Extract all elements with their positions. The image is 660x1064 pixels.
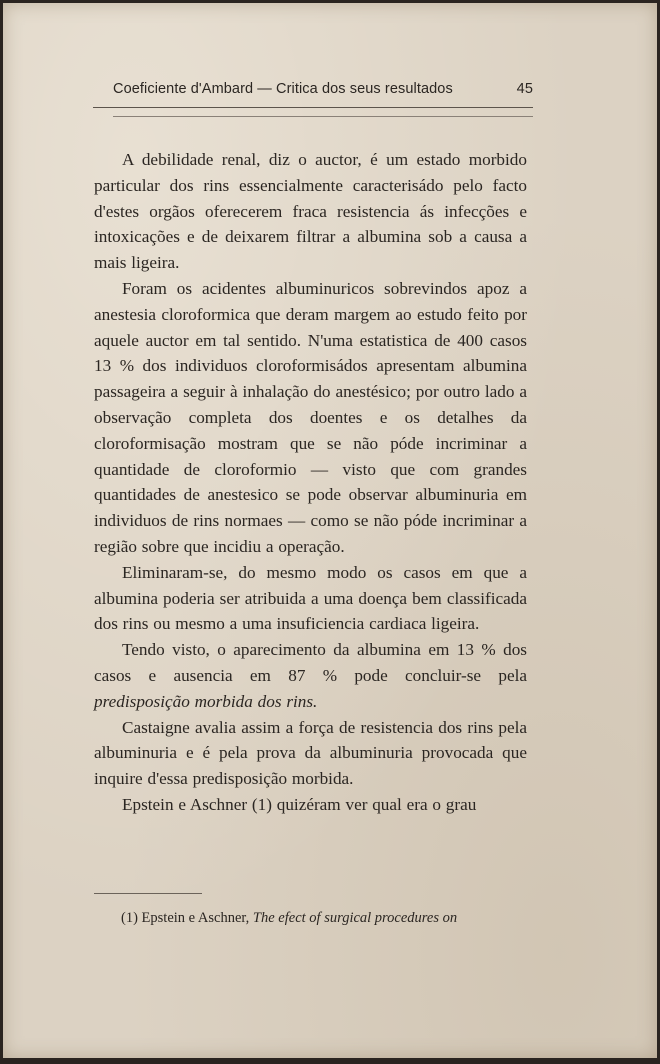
emphasized-text: predisposição morbida dos rins. — [94, 691, 318, 711]
paragraph: Epstein e Aschner (1) quizéram ver qual era o grau — [122, 794, 477, 814]
footnote-title: The efect of surgical procedures on — [252, 910, 458, 926]
paragraph — [94, 637, 527, 714]
paragraph: Eliminaram-se, do mesmo modo os casos em que a albumina poderia ser atribuida a uma doença bem classificada dos rins ou mesmo a uma insuficiencia cardiaca ligeira. — [94, 562, 527, 634]
footnote-rule — [94, 893, 202, 894]
paragraph: Foram os acidentes albuminuricos sobrevindos apoz a anestesia cloroformica que deram margem ao estudo feito por aquele auctor em tal sentido. N'uma estatistica de 400 casos 13 % dos individuos cloroformisádos apresentam albumina passageira a seguir à inhalação do anestésico; por outro lado a observação completa dos doentes e os detalhes da cloroformisação mostram que se não póde incriminar a quantidade de cloroformio — visto que com grandes quantidades de anestesico se pode observar albuminuria em individuos de rins normaes — como se não póde incriminar a região sobre que incidiu a operação. — [94, 278, 527, 556]
paragraph: Castaigne avalia assim a força de resistencia dos rins pela albuminuria e é pela prova da albuminuria provocada que inquire d'essa predisposição morbida. — [94, 717, 527, 789]
paragraph: A debilidade renal, diz o auctor, é um estado morbido particular dos rins essencialmente caracterisádo pelo facto d'estes orgãos oferecerem fraca resistencia ás infecções e intoxicações e de deixarem filtrar a albumina sob a causa a mais ligeira. — [94, 150, 527, 273]
paragraph-text: Tendo visto, o aparecimento da albumina em 13 % dos casos e ausencia em 87 % pode concluir-se pela — [94, 640, 527, 685]
book-page — [3, 3, 657, 1058]
footnote-marker: (1) — [121, 910, 138, 926]
page-number: 45 — [516, 81, 533, 97]
footnote-text: Epstein e Aschner, — [141, 910, 250, 926]
running-header — [113, 81, 533, 97]
header-rule — [93, 107, 533, 108]
running-title: Coeficiente d'Ambard — Critica dos seus resultados — [113, 81, 453, 97]
footnote — [121, 910, 531, 927]
body-text — [94, 147, 527, 818]
header-rule-secondary — [113, 116, 533, 117]
